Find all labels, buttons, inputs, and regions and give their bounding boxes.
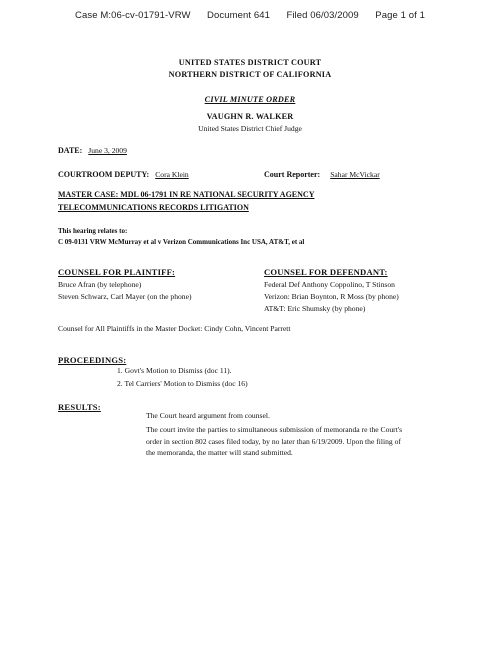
date-label: DATE:: [58, 146, 83, 155]
reporter-row: [264, 170, 402, 179]
defendant-counsel-line: AT&T: Eric Shumsky (by phone): [264, 304, 366, 313]
relates-case: C 09-0131 VRW McMurray et al v Verizon Communications Inc USA, AT&T, et al: [58, 238, 305, 246]
deputy-value: Cora Klein: [155, 170, 189, 179]
plaintiff-counsel-heading: COUNSEL FOR PLAINTIFF:: [58, 267, 176, 277]
court-district: NORTHERN DISTRICT OF CALIFORNIA: [168, 70, 332, 79]
results-paragraph-2-line: The court invite the parties to simultaneous submission of memoranda re the Court's: [146, 425, 403, 434]
judge-name: VAUGHN R. WALKER: [206, 112, 294, 121]
defendant-counsel-line: Verizon: Brian Boynton, R Moss (by phone): [264, 292, 399, 301]
proceedings-heading: PROCEEDINGS:: [58, 355, 127, 365]
case-number: Case M:06-cv-01791-VRW: [75, 10, 191, 21]
proceeding-item: 2. Tel Carriers' Motion to Dismiss (doc 16): [117, 379, 248, 388]
date-value: June 3, 2009: [88, 146, 127, 155]
master-case-line2: TELECOMMUNICATIONS RECORDS LITIGATION: [58, 203, 249, 212]
master-docket-counsel: Counsel for All Plaintiffs in the Master Docket: Cindy Cohn, Vincent Parrett: [58, 324, 291, 333]
results-paragraph-2: [146, 424, 456, 459]
results-paragraph-2-line: order in section 802 cases filed today, by no later than 6/19/2009. Upon the filing of: [146, 436, 401, 446]
defendant-counsel-line: Federal Def Anthony Coppolino, T Stinson: [264, 280, 395, 289]
date-row: [58, 146, 137, 155]
results-paragraph-2-line: the memoranda, the matter will stand submitted.: [146, 448, 293, 457]
defendant-counsel-heading: COUNSEL FOR DEFENDANT:: [264, 267, 388, 277]
document-number: Document 641: [207, 10, 270, 21]
reporter-value: Sahar McVickar: [330, 170, 380, 179]
deputy-row: [58, 170, 191, 179]
document-title: CIVIL MINUTE ORDER: [204, 95, 296, 104]
results-heading: RESULTS:: [58, 402, 101, 412]
relates-label: This hearing relates to:: [58, 227, 128, 235]
filing-header: [0, 10, 500, 21]
deputy-label: COURTROOM DEPUTY:: [58, 170, 150, 179]
plaintiff-counsel-line: Steven Schwarz, Carl Mayer (on the phone): [58, 292, 192, 301]
results-paragraph-1: The Court heard argument from counsel.: [146, 411, 270, 420]
reporter-label: Court Reporter:: [264, 170, 321, 179]
page-number: Page 1 of 1: [375, 10, 425, 21]
plaintiff-counsel-line: Bruce Afran (by telephone): [58, 280, 142, 289]
master-case-line1: MASTER CASE: MDL 06-1791 IN RE NATIONAL SECURITY AGENCY: [58, 190, 315, 199]
proceeding-item: 1. Govt's Motion to Dismiss (doc 11).: [117, 366, 232, 375]
court-name: UNITED STATES DISTRICT COURT: [178, 58, 322, 67]
filed-date: Filed 06/03/2009: [286, 10, 359, 21]
judge-title: United States District Chief Judge: [198, 124, 302, 133]
